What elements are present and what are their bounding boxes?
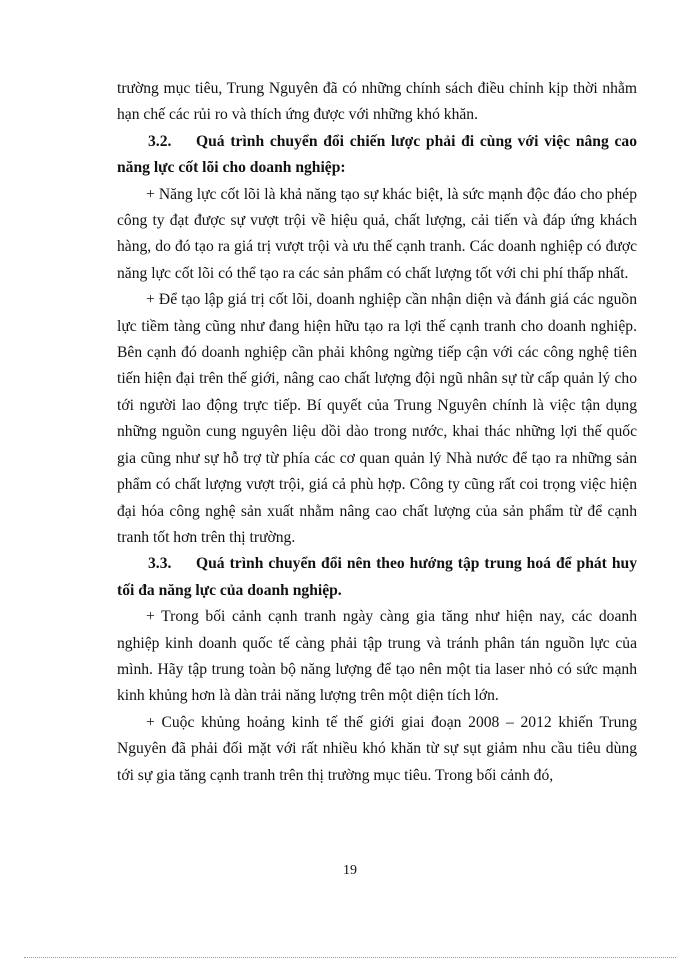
page-body xyxy=(117,76,637,789)
section-number: 3.2. xyxy=(148,132,172,150)
section-heading-3-2 xyxy=(117,129,637,182)
paragraph: + Để tạo lập giá trị cốt lõi, doanh nghiệp cần nhận diện và đánh giá các nguồn lực tiềm tàng cũng như đang hiện hữu tạo ra lợi thế cạnh tranh cho doanh nghiệp. Bên cạnh đó doanh nghiệp cần phải không ngừng tiếp cận với các công nghệ tiên tiến hiện đại trên thế giới, nâng cao chất lượng đội ngũ nhân sự từ cấp quản lý cho tới người lao động trực tiếp. Bí quyết của Trung Nguyên chính là việc tận dụng những nguồn cung nguyên liệu dồi dào trong nước, khai thác những lợi thế quốc gia cũng như sự hỗ trợ từ phía các cơ quan quản lý Nhà nước để tạo ra những sản phẩm có chất lượng vượt trội, giá cả phù hợp. Công ty cũng rất coi trọng việc hiện đại hóa công nghệ sản xuất nhằm nâng cao chất lượng của sản phẩm từ để cạnh tranh tốt hơn trên thị trường. xyxy=(117,291,637,546)
section-title: Quá trình chuyển đổi nên theo hướng tập trung hoá để phát huy tối đa năng lực của doanh nghiệp. xyxy=(117,555,637,599)
section-title: Quá trình chuyển đổi chiến lược phải đi cùng với việc nâng cao năng lực cốt lõi cho doanh nghiệp: xyxy=(117,132,637,177)
page-number: 19 xyxy=(343,863,357,878)
paragraph: + Trong bối cảnh cạnh tranh ngày càng gia tăng như hiện nay, các doanh nghiệp kinh doanh quốc tế càng phải tập trung và tránh phân tán nguồn lực của mình. Hãy tập trung toàn bộ năng lượng để tạo nên một tia laser nhỏ có sức mạnh kinh khủng hơn là dàn trải năng lượng trên một diện tích lớn. xyxy=(117,608,637,705)
section-heading-3-3 xyxy=(117,551,637,604)
section-number: 3.3. xyxy=(148,555,172,573)
paragraph-continuation: trường mục tiêu, Trung Nguyên đã có những chính sách điều chỉnh kịp thời nhằm hạn chế các rủi ro và thích ứng được với những khó khăn. xyxy=(117,80,637,124)
paragraph: + Cuộc khủng hoảng kinh tế thế giới giai đoạn 2008 – 2012 khiến Trung Nguyên đã phải đối mặt với rất nhiều khó khăn từ sự sụt giảm nhu cầu tiêu dùng tới sự gia tăng cạnh tranh trên thị trường mục tiêu. Trong bối cảnh đó, xyxy=(117,713,637,784)
page-bottom-divider xyxy=(24,957,676,958)
paragraph: + Năng lực cốt lõi là khả năng tạo sự khác biệt, là sức mạnh độc đáo cho phép công ty đạt được sự vượt trội về hiệu quả, chất lượng, cải tiến và đáp ứng khách hàng, do đó tạo ra giá trị vượt trội và ưu thế cạnh tranh. Các doanh nghiệp có được năng lực cốt lõi có thể tạo ra các sản phẩm có chất lượng tốt với chi phí thấp nhất. xyxy=(117,185,637,282)
